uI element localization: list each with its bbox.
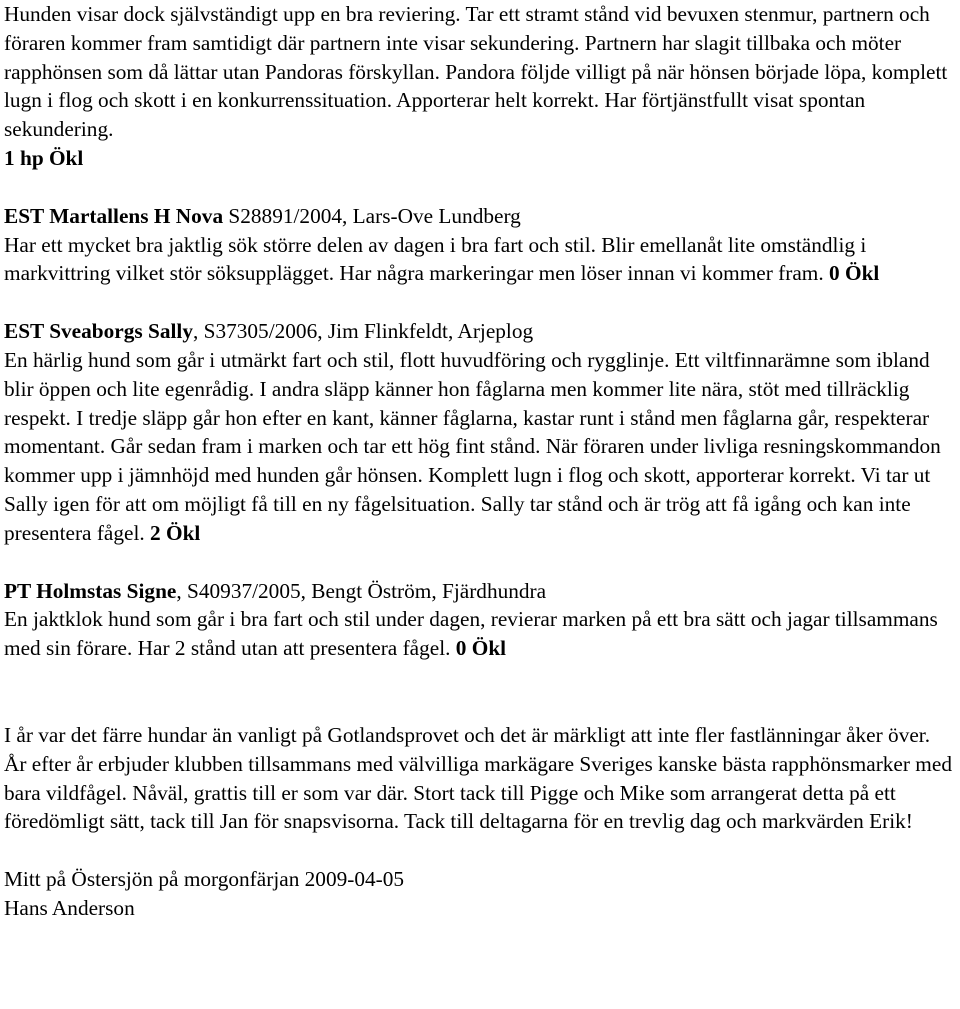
dog-details: S28891/2004, Lars-Ove Lundberg [223, 203, 521, 228]
dog-critique: En jaktklok hund som går i bra fart och stil under dagen, revierar marken på ett bra sätt och jagar tillsammans med sin förare. Har 2 stånd utan att presentera fågel. [4, 607, 938, 661]
closing-paragraph: I år var det färre hundar än vanligt på Gotlandsprovet och det är märkligt att inte fler fastlänningar åker över. År efter år erbjuder klubben tillsammans med välvilliga markägare Sveriges kanske bästa rapphönsmarker med bara vildfågel. Nåväl, grattis till er som var där. Stort tack till Pigge och Mike som arrangerat detta på ett föredömligt sätt, tack till Jan för snapsvisorna. Tack till deltagarna för en trevlig dag och markvärden Erik! [4, 722, 952, 834]
spacer [4, 836, 956, 865]
dog-grade: 0 Ökl [455, 636, 507, 661]
spacer [4, 173, 956, 202]
dog-grade: 2 Ökl [150, 520, 201, 545]
dog-entry-3 [4, 577, 956, 663]
intro-text: Hunden visar dock självständigt upp en bra reviering. Tar ett stramt stånd vid bevuxen stenmur, partnern och föraren kommer fram samtidigt där partnern inte visar sekundering. Partnern har slagit tillbaka och möter rapphönsen som då lättar utan Pandoras förskyllan. Pandora följde villigt på när hönsen började löpa, komplett lugn i flog och skott i en konkurrenssituation. Apporterar helt korrekt. Har förtjänstfullt visat spontan sekundering. [4, 2, 948, 142]
dog-name: EST Martallens H Nova [4, 203, 224, 228]
dog-name: PT Holmstas Signe [4, 578, 177, 603]
dog-critique: En härlig hund som går i utmärkt fart och stil, flott huvudföring och rygglinje. Ett viltfinnarämne som ibland blir öppen och lite egenrådig. I andra släpp känner hon fåglarna men kommer lite nära, stöt med tillräcklig respekt. I tredje släpp går hon efter en kant, känner fåglarna, kastar runt i stånd men fåglarna går, respekterar momentant. Går sedan fram i marken och tar ett hög fint stånd. När föraren under livliga resningskommandon kommer upp i jämnhöjd med hunden går hönsen. Komplett lugn i flog och skott, apporterar korrekt. Vi tar ut Sally igen för att om möjligt få till en ny fågelsituation. Sally tar stånd och är trög att få igång och kan inte presentera fågel. [4, 347, 941, 545]
signature-block [4, 865, 956, 923]
spacer [4, 288, 956, 317]
dog-name: EST Sveaborgs Sally [4, 319, 193, 344]
intro-grade: 1 hp Ökl [4, 145, 84, 170]
intro-paragraph [4, 0, 956, 173]
dog-details: , S40937/2005, Bengt Öström, Fjärdhundra [176, 578, 547, 603]
spacer [4, 548, 956, 577]
dog-grade: 0 Ökl [829, 261, 880, 286]
dog-details: , S37305/2006, Jim Flinkfeldt, Arjeplog [192, 319, 534, 344]
signature-place-date: Mitt på Östersjön på morgonfärjan 2009-04-05 [4, 867, 405, 892]
dog-entry-2 [4, 317, 956, 547]
spacer [4, 663, 956, 721]
dog-entry-1 [4, 202, 956, 288]
dog-critique: Har ett mycket bra jaktlig sök större delen av dagen i bra fart och stil. Blir emellanåt lite omständlig i markvittring vilket stör söksupplägget. Har några markeringar men löser innan vi kommer fram. [4, 232, 867, 286]
signature-author: Hans Anderson [4, 895, 135, 920]
